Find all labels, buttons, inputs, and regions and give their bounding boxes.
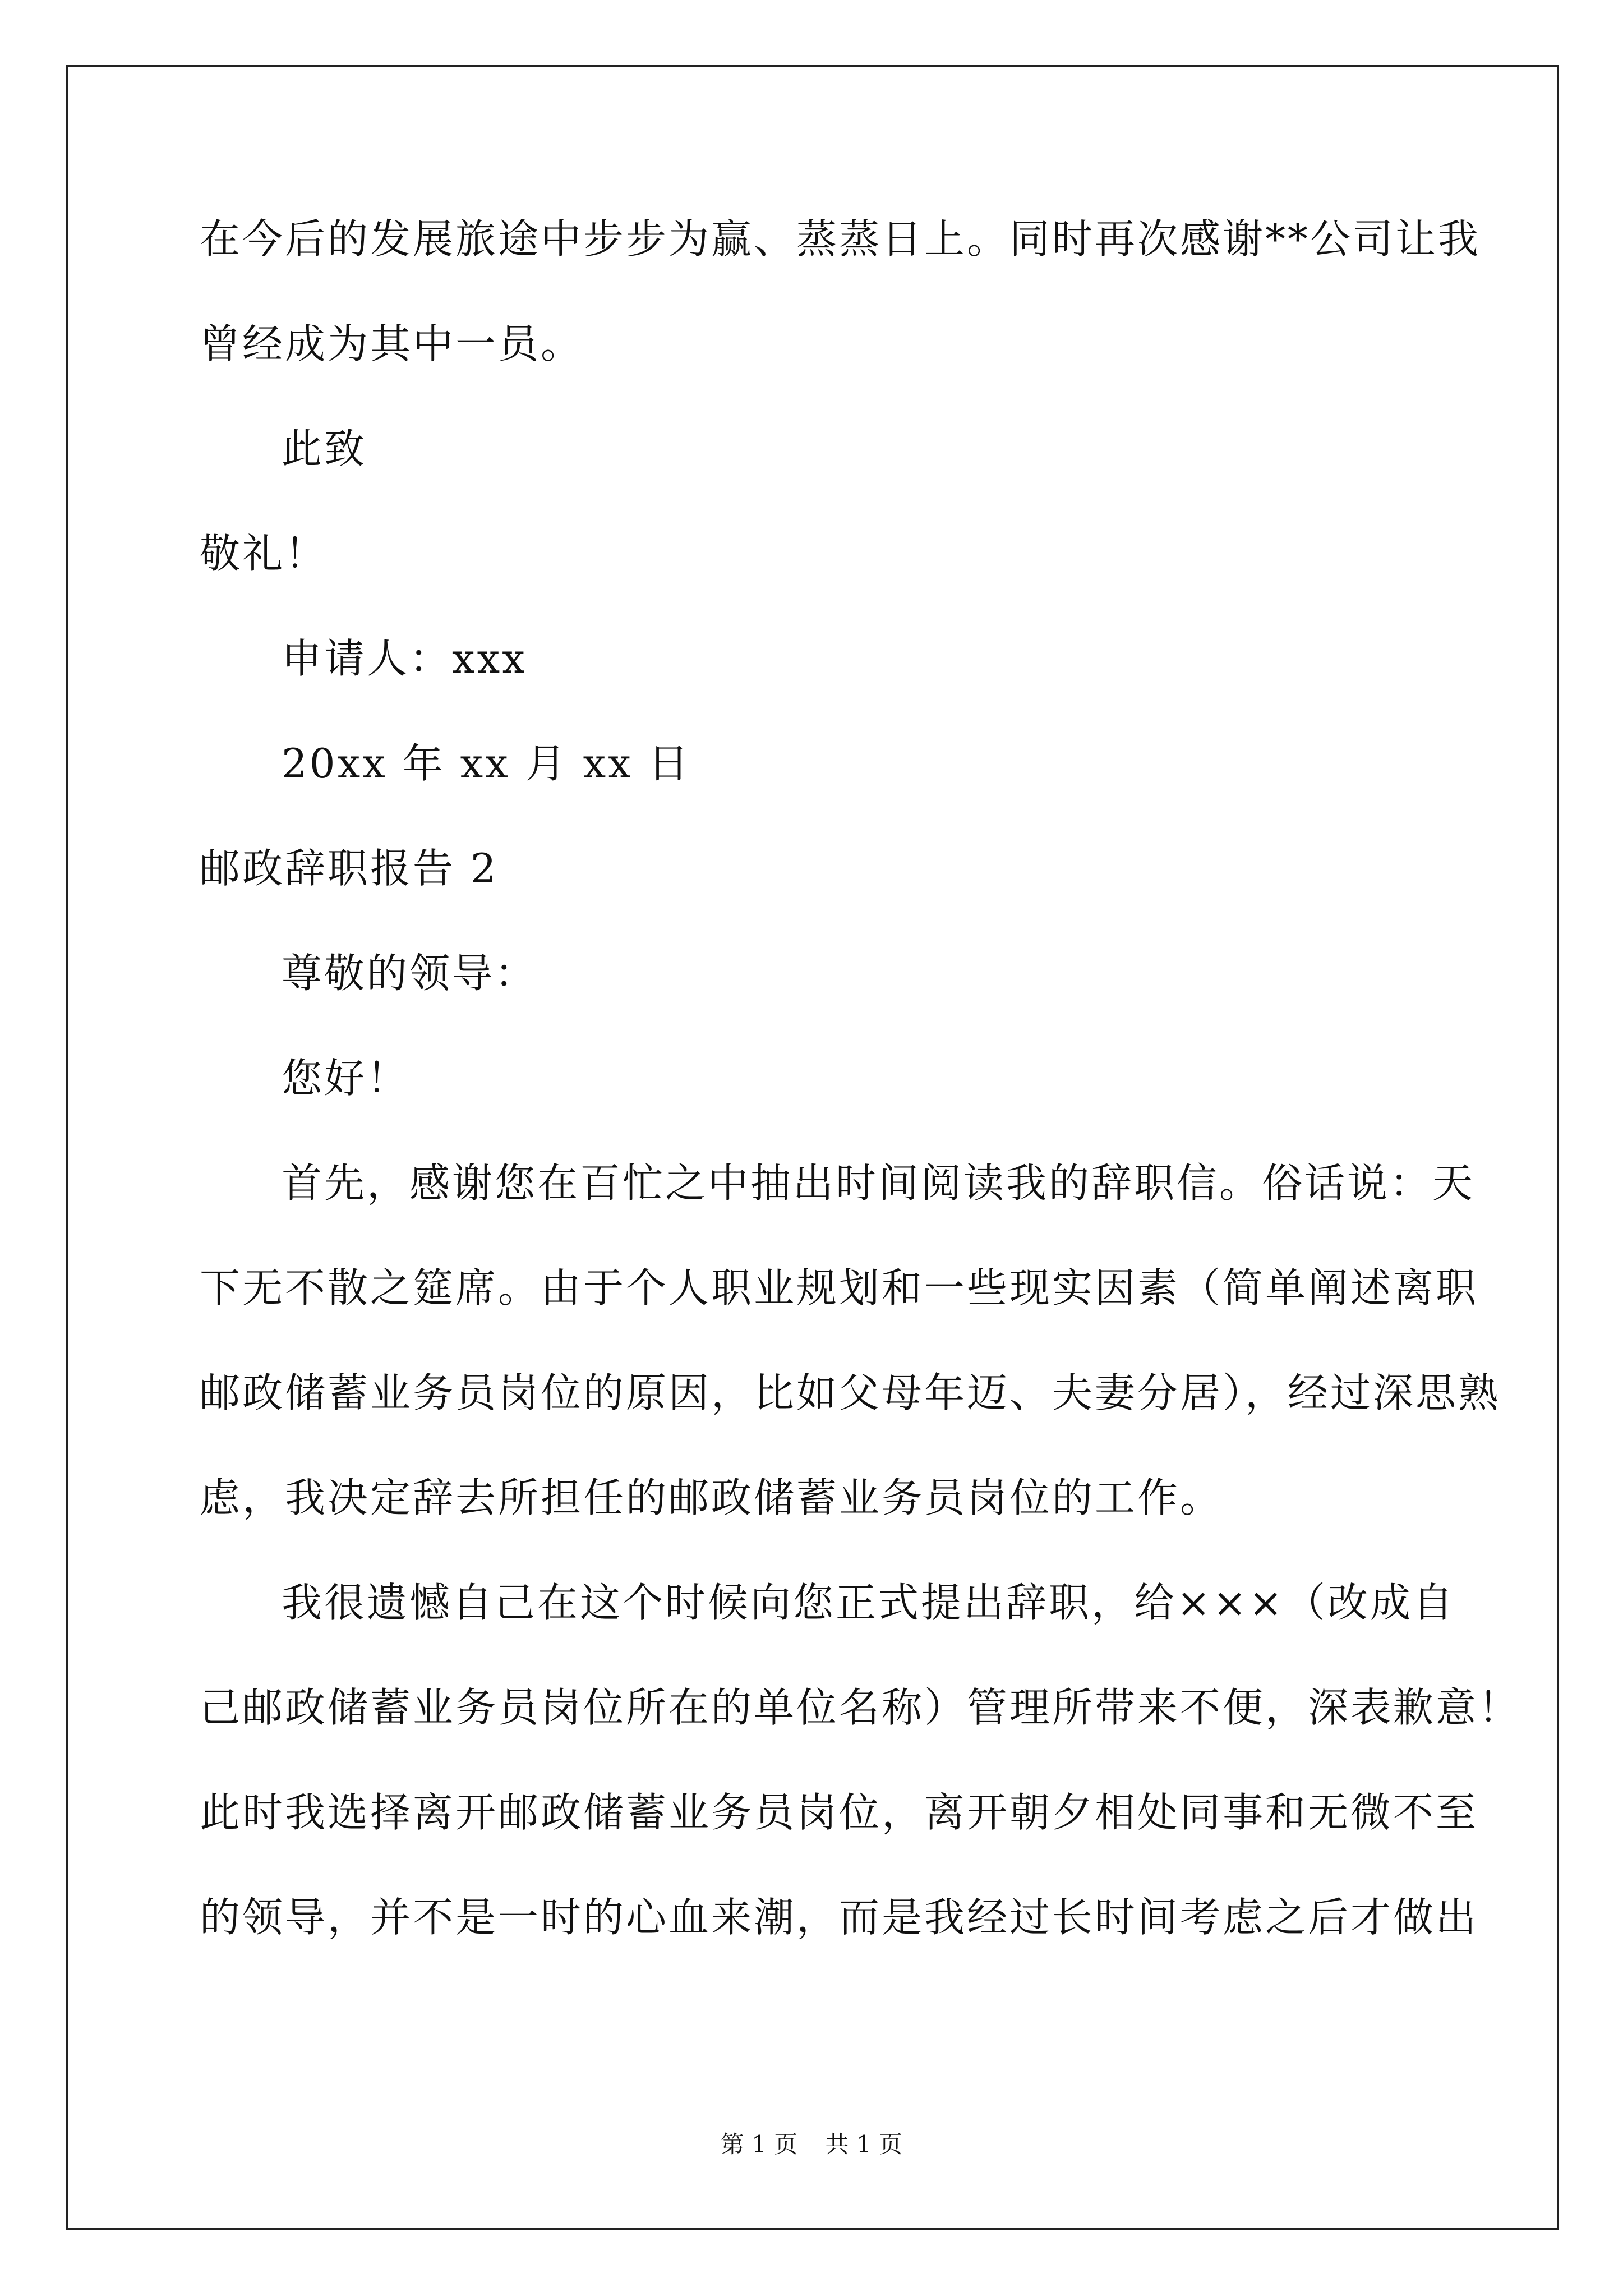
- paragraph-line: 曾经成为其中一员。: [200, 320, 584, 367]
- letter-greeting: 尊敬的领导：: [282, 950, 538, 997]
- section-title: 邮政辞职报告 2: [200, 845, 499, 892]
- paragraph-line: 下无不散之筵席。由于个人职业规划和一些现实因素（简单阐述离职: [200, 1264, 1479, 1312]
- closing-salutation: 此致: [282, 425, 367, 472]
- page-number-total: 共 1 页: [825, 2131, 903, 2158]
- page-footer: [0, 2131, 1623, 2159]
- applicant-signature: 申请人：xxx: [282, 635, 527, 682]
- paragraph-line: 的领导，并不是一时的心血来潮，而是我经过长时间考虑之后才做出: [200, 1894, 1479, 1941]
- document-body: [200, 212, 1521, 1995]
- paragraph-line: 在今后的发展旅途中步步为赢、蒸蒸日上。同时再次感谢**公司让我: [200, 215, 1481, 263]
- signature-date: 20xx 年 xx 月 xx 日: [282, 740, 691, 787]
- paragraph-line: 己邮政储蓄业务员岗位所在的单位名称）管理所带来不便，深表歉意！: [200, 1684, 1521, 1731]
- letter-hello: 您好！: [282, 1055, 410, 1102]
- page-number-current: 第 1 页: [720, 2131, 798, 2158]
- paragraph-line: 虑，我决定辞去所担任的邮政储蓄业务员岗位的工作。: [200, 1474, 1223, 1521]
- paragraph-line: 首先，感谢您在百忙之中抽出时间阅读我的辞职信。俗话说：天: [282, 1159, 1476, 1207]
- paragraph-line: 我很遗憾自己在这个时候向您正式提出辞职，给×××（改成自: [282, 1579, 1455, 1626]
- closing-regards: 敬礼！: [200, 530, 328, 577]
- paragraph-line: 邮政储蓄业务员岗位的原因，比如父母年迈、夫妻分居），经过深思熟: [200, 1369, 1501, 1416]
- paragraph-line: 此时我选择离开邮政储蓄业务员岗位，离开朝夕相处同事和无微不至: [200, 1789, 1479, 1836]
